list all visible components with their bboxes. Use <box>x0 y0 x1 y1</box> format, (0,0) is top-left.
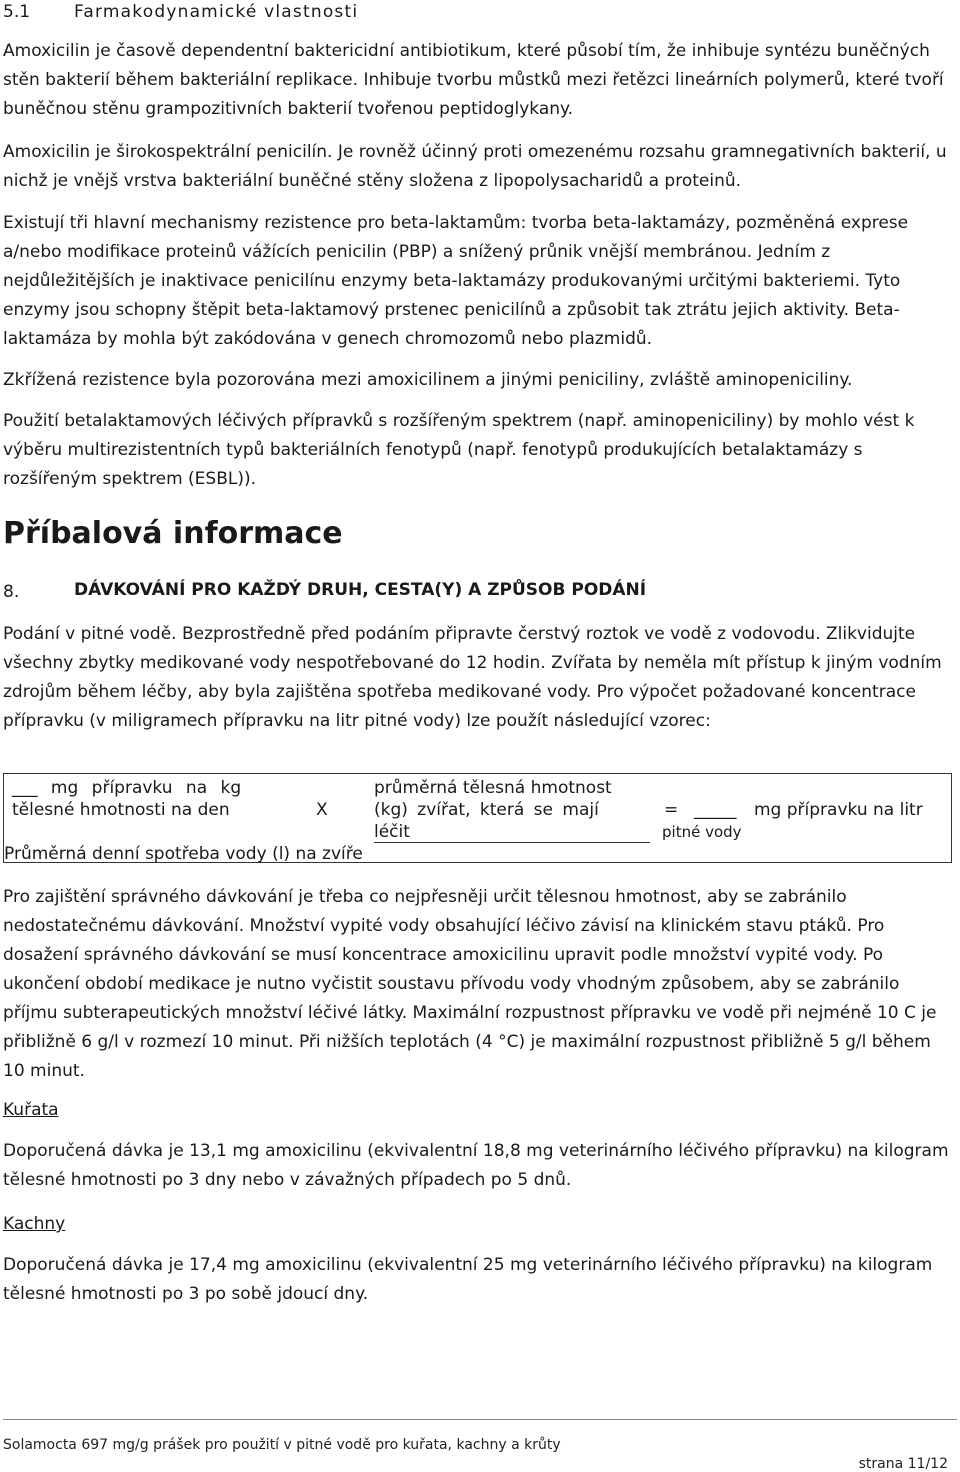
formula-denominator: Průměrná denní spotřeba vody (l) na zvíře <box>4 844 363 864</box>
dosing-formula-box <box>3 773 952 863</box>
formula-result-line2: pitné vody <box>662 823 742 841</box>
paragraph-cross-resistance: Zkřížená rezistence byla pozorována mezi amoxicilinem a jinými peniciliny, zvláště aminopeniciliny. <box>3 370 853 390</box>
footer-divider <box>3 1419 957 1420</box>
formula-weight-line1: průměrná tělesná hmotnost <box>374 778 612 798</box>
formula-weight-line3: léčit <box>374 822 410 842</box>
section8-number: 8. <box>3 582 20 602</box>
species-heading-ducks: Kachny <box>3 1214 66 1234</box>
formula-fraction-rule <box>374 842 650 843</box>
section-title: Farmakodynamické vlastnosti <box>74 2 359 22</box>
paragraph-spectrum: Amoxicilin je širokospektrální penicilín. Je rovněž účinný proti omezenému rozsahu gramnegativních bakterií, u nichž je vnějš vrstva bakteriální buněčné stěny složena z lipopolysacharidů a proteinů. <box>3 142 947 191</box>
paragraph-mechanism: Amoxicilin je časově dependentní baktericidní antibiotikum, které působí tím, že inhibuje syntézu buněčných stěn bakterií během bakteriální replikace. Inhibuje tvorbu můstků mezi řetězci lineárních polymerů, které tvoří buněčnou stěnu grampozitivních bakterií tvořenou peptidoglykany. <box>3 41 944 119</box>
formula-multiply: X <box>316 800 328 820</box>
paragraph-dose-ducks: Doporučená dávka je 17,4 mg amoxicilinu (ekvivalentní 25 mg veterinárního léčivého přípravku) na kilogram tělesné hmotnosti po 3 po sobě jdoucí dny. <box>3 1255 933 1304</box>
formula-equals: = <box>664 800 679 820</box>
species-heading-chickens: Kuřata <box>3 1100 59 1120</box>
paragraph-esbl: Použití betalaktamových léčivých přípravků s rozšířeným spektrem (např. aminopeniciliny) by mohlo vést k výběru multirezistentních typů bakteriálních fenotypů (např. fenotypů produkujících betalaktamázy s rozšířeným spektrem (ESBL)). <box>3 411 915 489</box>
leaflet-heading: Příbalová informace <box>3 516 343 551</box>
paragraph-dose-chickens: Doporučená dávka je 13,1 mg amoxicilinu (ekvivalentní 18,8 mg veterinárního léčivého přípravku) na kilogram tělesné hmotnosti po 3 dny nebo v závažných případech po 5 dnů. <box>3 1141 949 1190</box>
formula-dose-line1: ___ mg přípravku na kg <box>12 778 242 798</box>
formula-dose-line2: tělesné hmotnosti na den <box>12 800 230 820</box>
footer-product-name: Solamocta 697 mg/g prášek pro použití v pitné vodě pro kuřata, kachny a krůty <box>3 1437 561 1453</box>
section8-title: DÁVKOVÁNÍ PRO KAŽDÝ DRUH, CESTA(Y) A ZPŮSOB PODÁNÍ <box>74 580 647 600</box>
formula-blank: _____ <box>694 800 737 820</box>
formula-result-line1: mg přípravku na litr <box>754 800 923 820</box>
paragraph-administration: Podání v pitné vodě. Bezprostředně před podáním připravte čerstvý roztok ve vodě z vodovodu. Zlikvidujte všechny zbytky medikované vody nespotřebované do 12 hodin. Zvířata by neměla mít přístup k jiným vodním zdrojům během léčby, aby byla zajištěna spotřeba medikované vody. Pro výpočet požadované koncentrace přípravku (v miligramech přípravku na litr pitné vody) lze použít následující vzorec: <box>3 624 942 731</box>
paragraph-resistance: Existují tři hlavní mechanismy rezistence pro beta-laktamům: tvorba beta-laktamázy, pozměněná exprese a/nebo modifikace proteinů vážících penicilin (PBP) a snížený průnik vnější membránou. Jedním z nejdůležitějších je inaktivace penicilínu enzymy beta-laktamázy produkovanými určitými bakteriemi. Tyto enzymy jsou schopny štěpit beta-laktamový prstenec penicilínů a způsobit tak ztrátu jejich aktivity. Beta-laktamáza by mohla být zakódována v genech chromozomů nebo plazmidů. <box>3 213 909 349</box>
footer-page-number: strana 11/12 <box>858 1456 948 1472</box>
paragraph-dosing-accuracy: Pro zajištění správného dávkování je třeba co nejpřesněji určit tělesnou hmotnost, aby se zabránilo nedostatečnému dávkování. Množství vypité vody obsahující léčivo závisí na klinickém stavu ptáků. Pro dosažení správného dávkování se musí koncentrace amoxicilinu upravit podle množství vypité vody. Po ukončení období medikace je nutno vyčistit soustavu přívodu vody vhodným způsobem, aby se zabránilo příjmu subterapeutických množství léčivé látky. Maximální rozpustnost přípravku ve vodě při nejméně 10 C je přibližně 6 g/l v rozmezí 10 minut. Při nižších teplotách (4 °C) je maximální rozpustnost přibližně 5 g/l během 10 minut. <box>3 887 937 1081</box>
section-number: 5.1 <box>3 2 31 22</box>
formula-weight-line2: (kg) zvířat, která se mají <box>374 800 599 820</box>
